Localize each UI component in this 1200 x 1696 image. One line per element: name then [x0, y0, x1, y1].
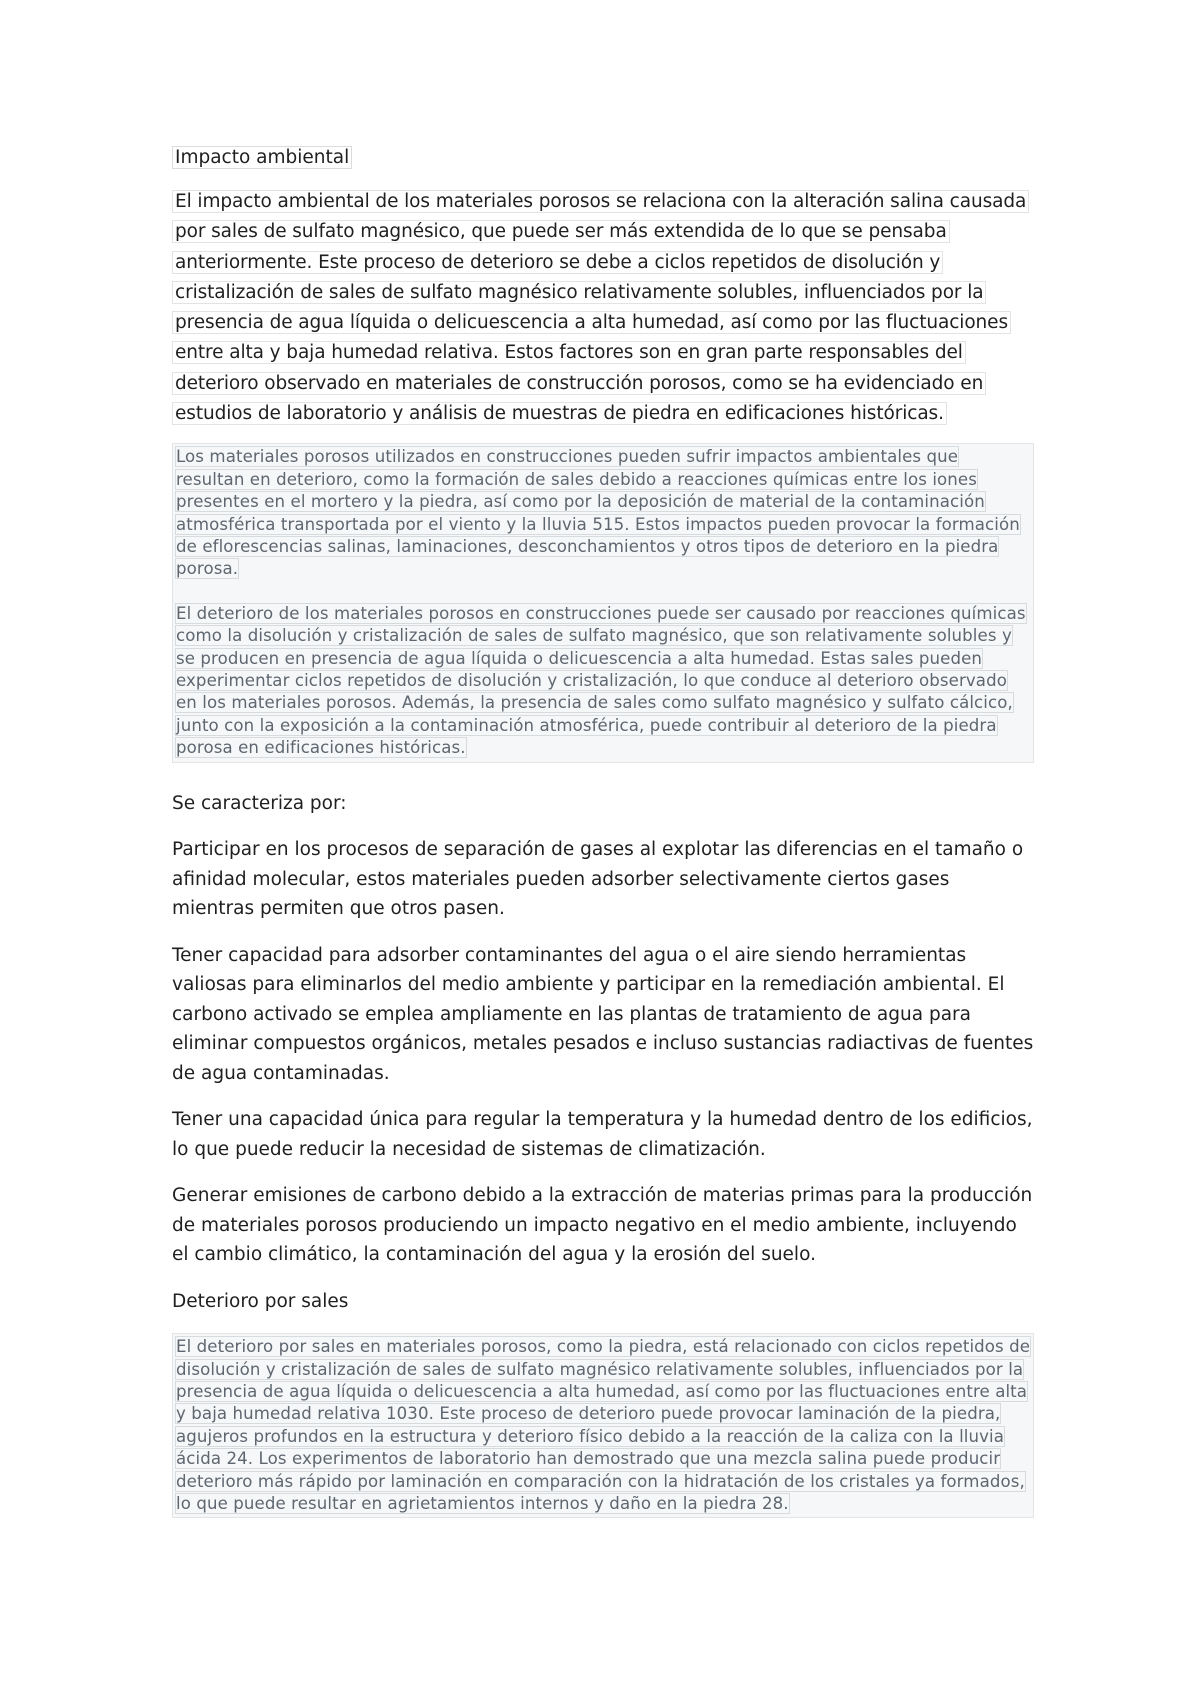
heading-impacto-ambiental [172, 143, 1034, 173]
characteristic-paragraph: Tener capacidad para adsorber contaminantes del agua o el aire siendo herramientas valiosas para eliminarlos del medio ambiente y participar en la remediación ambiental. El carbono activado se emplea ampliamente en las plantas de tratamiento de agua para eliminar compuestos orgánicos, metales pesados e incluso sustancias radiactivas de fuentes de agua contaminadas. [172, 944, 1034, 1084]
heading-deterioro-por-sales: Deterioro por sales [172, 1290, 349, 1312]
characteristic-paragraph: Tener una capacidad única para regular la temperatura y la humedad dentro de los edificios, lo que puede reducir la necesidad de sistemas de climatización. [172, 1109, 1033, 1160]
document-page [172, 143, 1034, 1544]
intro-paragraph-text: El impacto ambiental de los materiales porosos se relaciona con la alteración salina causada por sales de sulfato magnésico, que puede ser más extendida de lo que se pensaba anteriormente. Este proceso de deterioro se debe a ciclos repetidos de disolución y cristalización de sales de sulfato magnésico relativamente solubles, influenciados por la presencia de agua líquida o delicuescencia a alta humedad, así como por las fluctuaciones entre alta y baja humedad relativa. Estos factores son en gran parte responsables del deterioro observado en materiales de construcción porosos, como se ha evidenciado en estudios de laboratorio y análisis de muestras de piedra en edificaciones históricas. [172, 190, 1029, 425]
characteristic-paragraph: Participar en los procesos de separación de gases al explotar las diferencias en el tamaño o afinidad molecular, estos materiales pueden adsorber selectivamente ciertos gases mientras permiten que otros pasen. [172, 839, 1024, 920]
heading-se-caracteriza: Se caracteriza por: [172, 792, 347, 814]
heading-impacto-ambiental-text: Impacto ambiental [172, 146, 352, 169]
generated-text-block-2-paragraph-1-text: El deterioro por sales en materiales porosos, como la piedra, está relacionado con ciclos repetidos de disolución y cristalización de sales de sulfato magnésico relativamente solubles, influenciados por la presencia de agua líquida o delicuescencia a alta humedad, así como por las fluctuaciones entre alta y baja humedad relativa 1030. Este proceso de deterioro puede provocar laminación de la piedra, agujeros profundos en la estructura y deterioro físico debido a la reacción de la caliza con la lluvia ácida 24. Los experimentos de laboratorio han demostrado que una mezcla salina puede producir deterioro más rápido por laminación en comparación con la hidratación de los cristales ya formados, lo que puede resultar en agrietamientos internos y daño en la piedra 28. [176, 1337, 1031, 1513]
generated-text-block-2-paragraph-1 [175, 1336, 1031, 1515]
generated-text-block-1-paragraph-1-text: Los materiales porosos utilizados en construcciones pueden sufrir impactos ambientales que resultan en deterioro, como la formación de sales debido a reacciones químicas entre los iones presentes en el mortero y la piedra, así como por la deposición de material de la contaminación atmosférica transportada por el viento y la lluvia 515. Estos impactos pueden provocar la formación de eflorescencias salinas, laminaciones, desconchamientos y otros tipos de deterioro en la piedra porosa. [176, 447, 1020, 579]
generated-text-block-1-paragraph-2 [175, 603, 1031, 760]
intro-paragraph [172, 187, 1034, 429]
generated-text-block-1 [172, 443, 1034, 762]
generated-text-block-1-paragraph-2-text: El deterioro de los materiales porosos en construcciones puede ser causado por reacciones químicas como la disolución y cristalización de sales de sulfato magnésico, que son relativamente solubles y se producen en presencia de agua líquida o delicuescencia a alta humedad. Estas sales pueden experimentar ciclos repetidos de disolución y cristalización, lo que conduce al deterioro observado en los materiales porosos. Además, la presencia de sales como sulfato magnésico y sulfato cálcico, junto con la exposición a la contaminación atmosférica, puede contribuir al deterioro de la piedra porosa en edificaciones históricas. [176, 603, 1026, 758]
characteristic-paragraph: Generar emisiones de carbono debido a la extracción de materias primas para la producción de materiales porosos produciendo un impacto negativo en el medio ambiente, incluyendo el cambio climático, la contaminación del agua y la erosión del suelo. [172, 1185, 1033, 1266]
generated-text-block-1-paragraph-1 [175, 446, 1031, 580]
generated-text-block-2 [172, 1333, 1034, 1518]
